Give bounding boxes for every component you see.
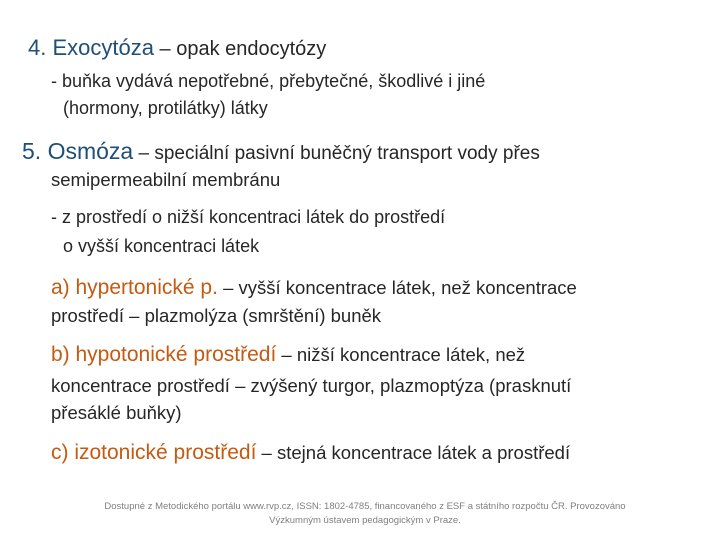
dash: – — [133, 143, 155, 164]
isotonic-line — [51, 442, 570, 463]
hypotonic-line1 — [51, 344, 525, 365]
osmosis-definition-line2: semipermeabilní membránu — [51, 169, 281, 190]
exocytosis-bullet-line2: (hormony, protilátky) látky — [63, 98, 268, 118]
osmosis-bullet-line1: - z prostředí o nižší koncentraci látek do prostředí — [51, 207, 446, 227]
dash: – — [256, 442, 277, 463]
hypotonic-line3: přesáklé buňky) — [51, 402, 182, 423]
osmosis-bullet-line2: o vyšší koncentraci látek — [63, 236, 260, 256]
exocytosis-definition: opak endocytózy — [176, 38, 327, 60]
hypotonic-text: nižší koncentrace látek, než — [296, 344, 526, 365]
isotonic-text: stejná koncentrace látek a prostředí — [277, 442, 571, 463]
exocytosis-bullet-line1: - buňka vydává nepotřebné, přebytečné, škodlivé i jiné — [51, 71, 486, 91]
hypertonic-text: vyšší koncentrace látek, než koncentrace — [238, 277, 577, 298]
dash: – — [217, 277, 239, 298]
hypotonic-label: b) hypotonické prostředí — [51, 343, 277, 366]
hypertonic-line1 — [51, 277, 577, 298]
footer-line1: Dostupné z Metodického portálu www.rvp.cz, ISSN: 1802-4785, financovaného z ESF a státního rozpočtu ČR. Provozováno — [104, 501, 626, 512]
dash: – — [153, 38, 177, 60]
osmosis-definition: speciální pasivní buněčný transport vody přes — [154, 143, 540, 164]
osmosis-title: 5. Osmóza — [22, 138, 134, 164]
osmosis-heading-line — [22, 140, 540, 163]
exocytosis-title: 4. Exocytóza — [28, 35, 154, 60]
footer-credit — [40, 500, 690, 528]
hypertonic-line2: prostředí – plazmolýza (smrštění) buněk — [51, 305, 382, 326]
exocytosis-heading-line — [28, 37, 326, 59]
hypertonic-label: a) hypertonické p. — [51, 276, 218, 299]
footer-line2: Výzkumným ústavem pedagogickým v Praze. — [269, 515, 461, 526]
isotonic-label: c) izotonické prostředí — [51, 441, 257, 464]
hypotonic-line2: koncentrace prostředí – zvýšený turgor, plazmoptýza (prasknutí — [51, 375, 572, 396]
dash: – — [276, 344, 297, 365]
